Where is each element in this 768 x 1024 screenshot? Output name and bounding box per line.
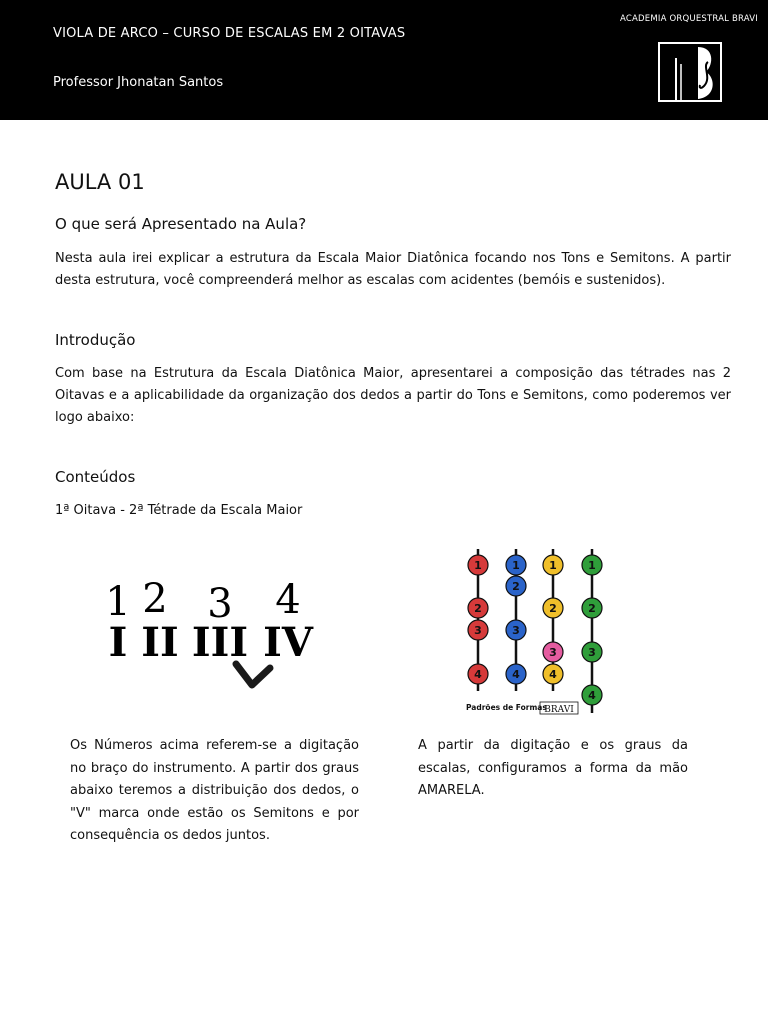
finger-dot-label: 3	[549, 646, 557, 659]
finger-dot-label: 1	[512, 559, 520, 572]
section-heading-overview: O que será Apresentado na Aula?	[55, 215, 307, 233]
degree-numeral: I	[108, 619, 128, 666]
professor-name: Professor Jhonatan Santos	[53, 75, 224, 90]
finger-dot-label: 3	[474, 624, 482, 637]
degree-numeral: III	[191, 619, 249, 666]
lesson-title: AULA 01	[55, 170, 145, 194]
finger-number: 3	[207, 581, 233, 627]
hand-shape-pattern-figure	[458, 545, 618, 717]
contents-subtitle: 1ª Oitava - 2ª Tétrade da Escala Maior	[55, 503, 303, 518]
degree-numeral: IV	[263, 619, 313, 666]
left-figure-caption: Os Números acima referem-se a digitação no braço do instrumento. A partir dos graus abaixo teremos a distribuição dos dedos, o "V" marca onde estão os Semitons e por consequência os dedos juntos.	[70, 738, 359, 843]
brand-logo-text: BRAVI	[544, 705, 574, 715]
finger-dot-label: 1	[588, 559, 596, 572]
finger-dot-label: 1	[549, 559, 557, 572]
section-heading-contents: Conteúdos	[55, 468, 136, 486]
section-heading-intro: Introdução	[55, 331, 136, 349]
finger-degree-figure	[100, 572, 330, 697]
course-title: VIOLA DE ARCO – CURSO DE ESCALAS EM 2 OITAVAS	[53, 26, 406, 41]
finger-dot-label: 4	[588, 689, 596, 702]
intro-paragraph: Com base na Estrutura da Escala Diatônica Maior, apresentarei a composição das tétrades nas 2 Oitavas e a aplicabilidade da organização dos dedos a partir do Tons e Semitons, como poderemos ver logo abaixo:	[55, 366, 731, 425]
finger-dot-label: 3	[588, 646, 596, 659]
degree-numeral: II	[141, 619, 179, 666]
semitone-check-icon	[236, 664, 270, 685]
finger-dot-label: 4	[474, 668, 482, 681]
finger-dot-label: 2	[549, 602, 557, 615]
viola-logo-icon	[658, 42, 722, 102]
page-header	[0, 0, 768, 120]
finger-number: 1	[105, 579, 131, 625]
academy-name: ACADEMIA ORQUESTRAL BRAVI	[620, 14, 758, 24]
finger-dot-label: 1	[474, 559, 482, 572]
finger-dot-label: 3	[512, 624, 520, 637]
finger-dot-label: 2	[474, 602, 482, 615]
finger-dot-label: 4	[549, 668, 557, 681]
right-figure-caption: A partir da digitação e os graus da escalas, configuramos a forma da mão AMARELA.	[418, 738, 688, 798]
finger-number: 2	[142, 576, 168, 622]
overview-paragraph: Nesta aula irei explicar a estrutura da Escala Maior Diatônica focando nos Tons e Semitons. A partir desta estrutura, você compreenderá melhor as escalas com acidentes (bemóis e sustenidos).	[55, 251, 731, 288]
finger-dot-label: 2	[512, 580, 520, 593]
finger-number: 4	[275, 577, 301, 623]
finger-dot-label: 2	[588, 602, 596, 615]
pattern-label: Padrões de Formas	[466, 703, 547, 712]
finger-dot-label: 4	[512, 668, 520, 681]
